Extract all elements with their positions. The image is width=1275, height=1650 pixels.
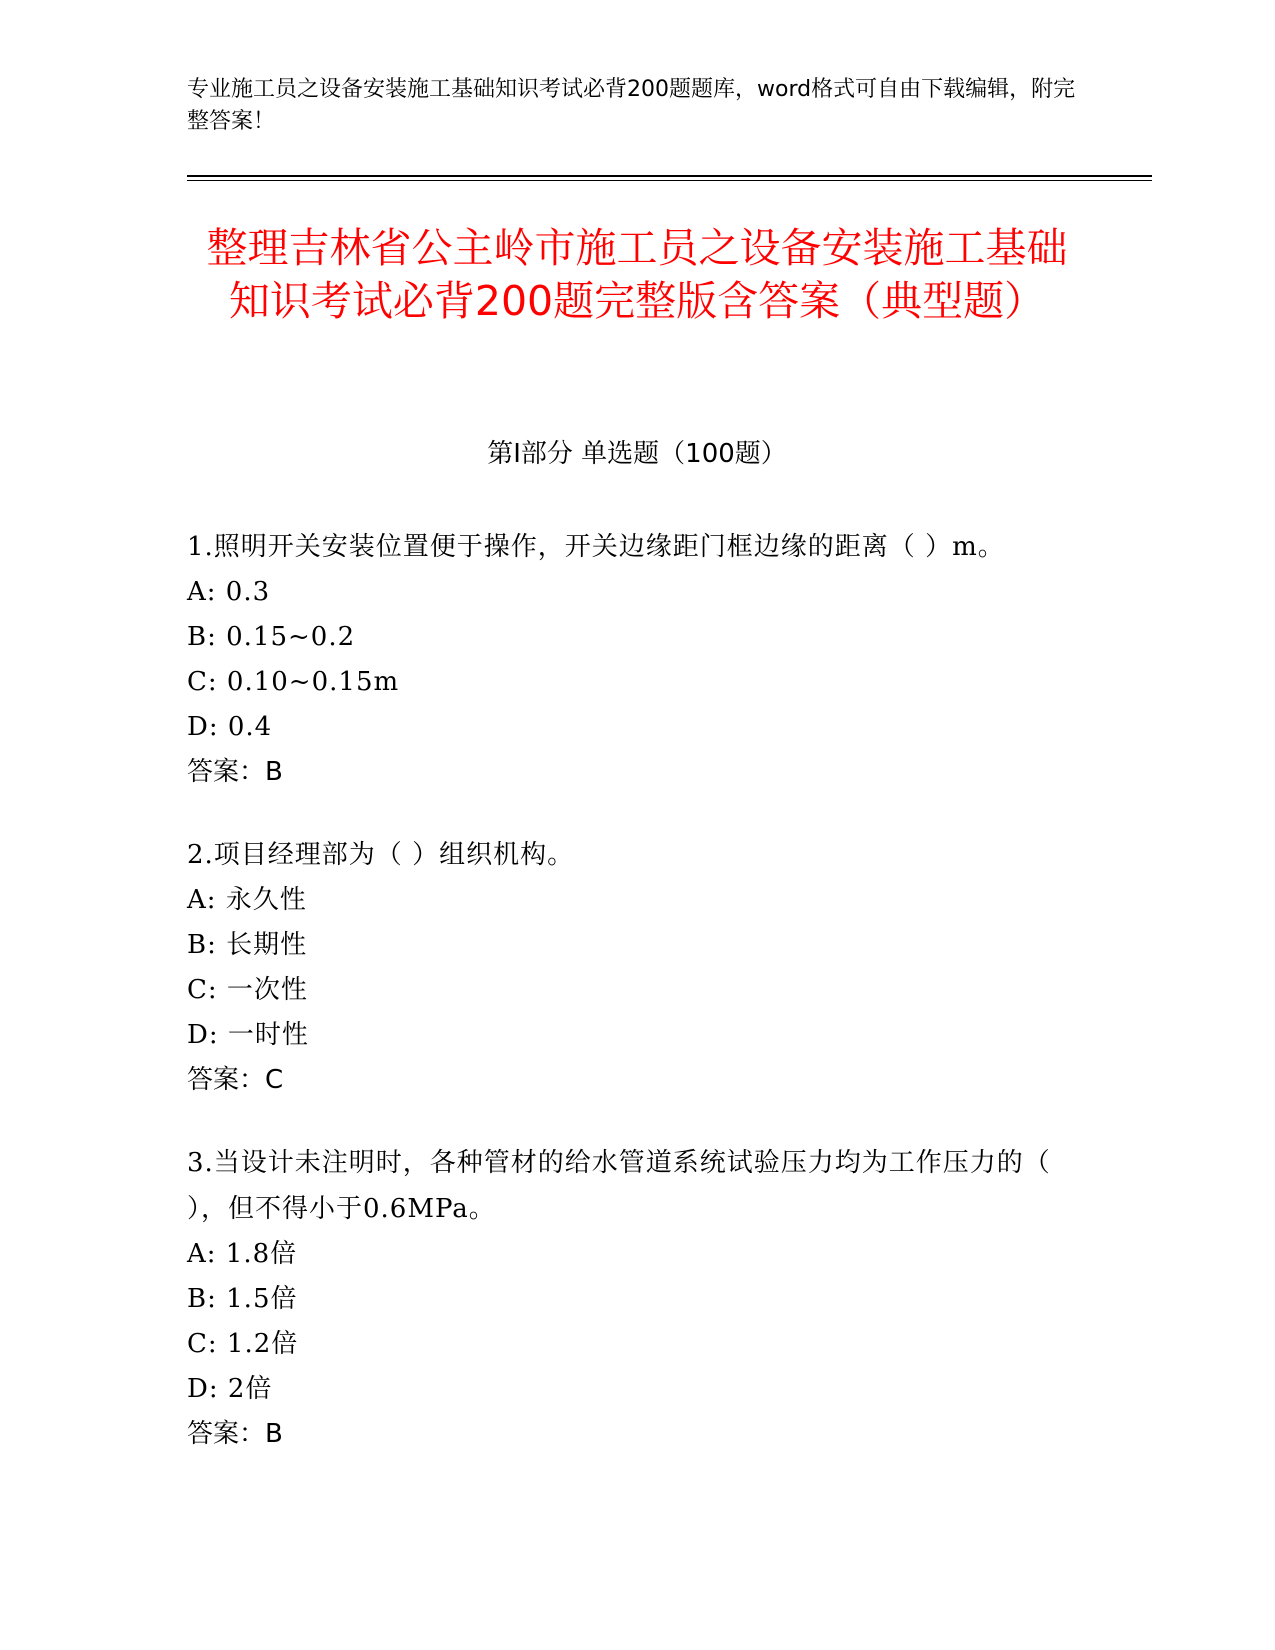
answer: 答案：B (187, 1419, 283, 1449)
question-2 (187, 832, 1087, 1103)
option-d: D: 0.4 (187, 712, 273, 742)
option-d: D: 2倍 (187, 1374, 273, 1404)
answer: 答案：C (187, 1065, 284, 1095)
option-b: B: 长期性 (187, 930, 308, 960)
question-list (187, 524, 1087, 1494)
option-a: A: 0.3 (187, 577, 271, 607)
question-text: 3.当设计未注明时，各种管材的给水管道系统试验压力均为工作压力的（ ），但不得小于0.6MPa。 (187, 1148, 1051, 1224)
option-c: C: 一次性 (187, 975, 308, 1005)
header-note: 专业施工员之设备安装施工基础知识考试必背200题题库，word格式可自由下载编辑，附完整答案！ (187, 77, 1076, 134)
option-b: B: 1.5倍 (187, 1284, 298, 1314)
option-c: C: 1.2倍 (187, 1329, 299, 1359)
section-heading: 第I部分 单选题（100题） (487, 439, 787, 469)
question-3 (187, 1140, 1087, 1457)
question-1 (187, 524, 1087, 795)
header-divider-thin (187, 180, 1152, 181)
document-title: 整理吉林省公主岭市施工员之设备安装施工基础知识考试必背200题完整版含答案（典型题） (206, 224, 1068, 325)
option-b: B: 0.15~0.2 (187, 622, 356, 652)
option-a: A: 1.8倍 (187, 1239, 298, 1269)
option-c: C: 0.10~0.15m (187, 667, 400, 697)
question-text: 1.照明开关安装位置便于操作，开关边缘距门框边缘的距离（ ）m。 (187, 532, 1005, 562)
answer: 答案：B (187, 757, 283, 787)
header-divider-thick (187, 175, 1152, 177)
question-text: 2.项目经理部为（ ）组织机构。 (187, 840, 575, 870)
option-a: A: 永久性 (187, 885, 307, 915)
option-d: D: 一时性 (187, 1020, 309, 1050)
